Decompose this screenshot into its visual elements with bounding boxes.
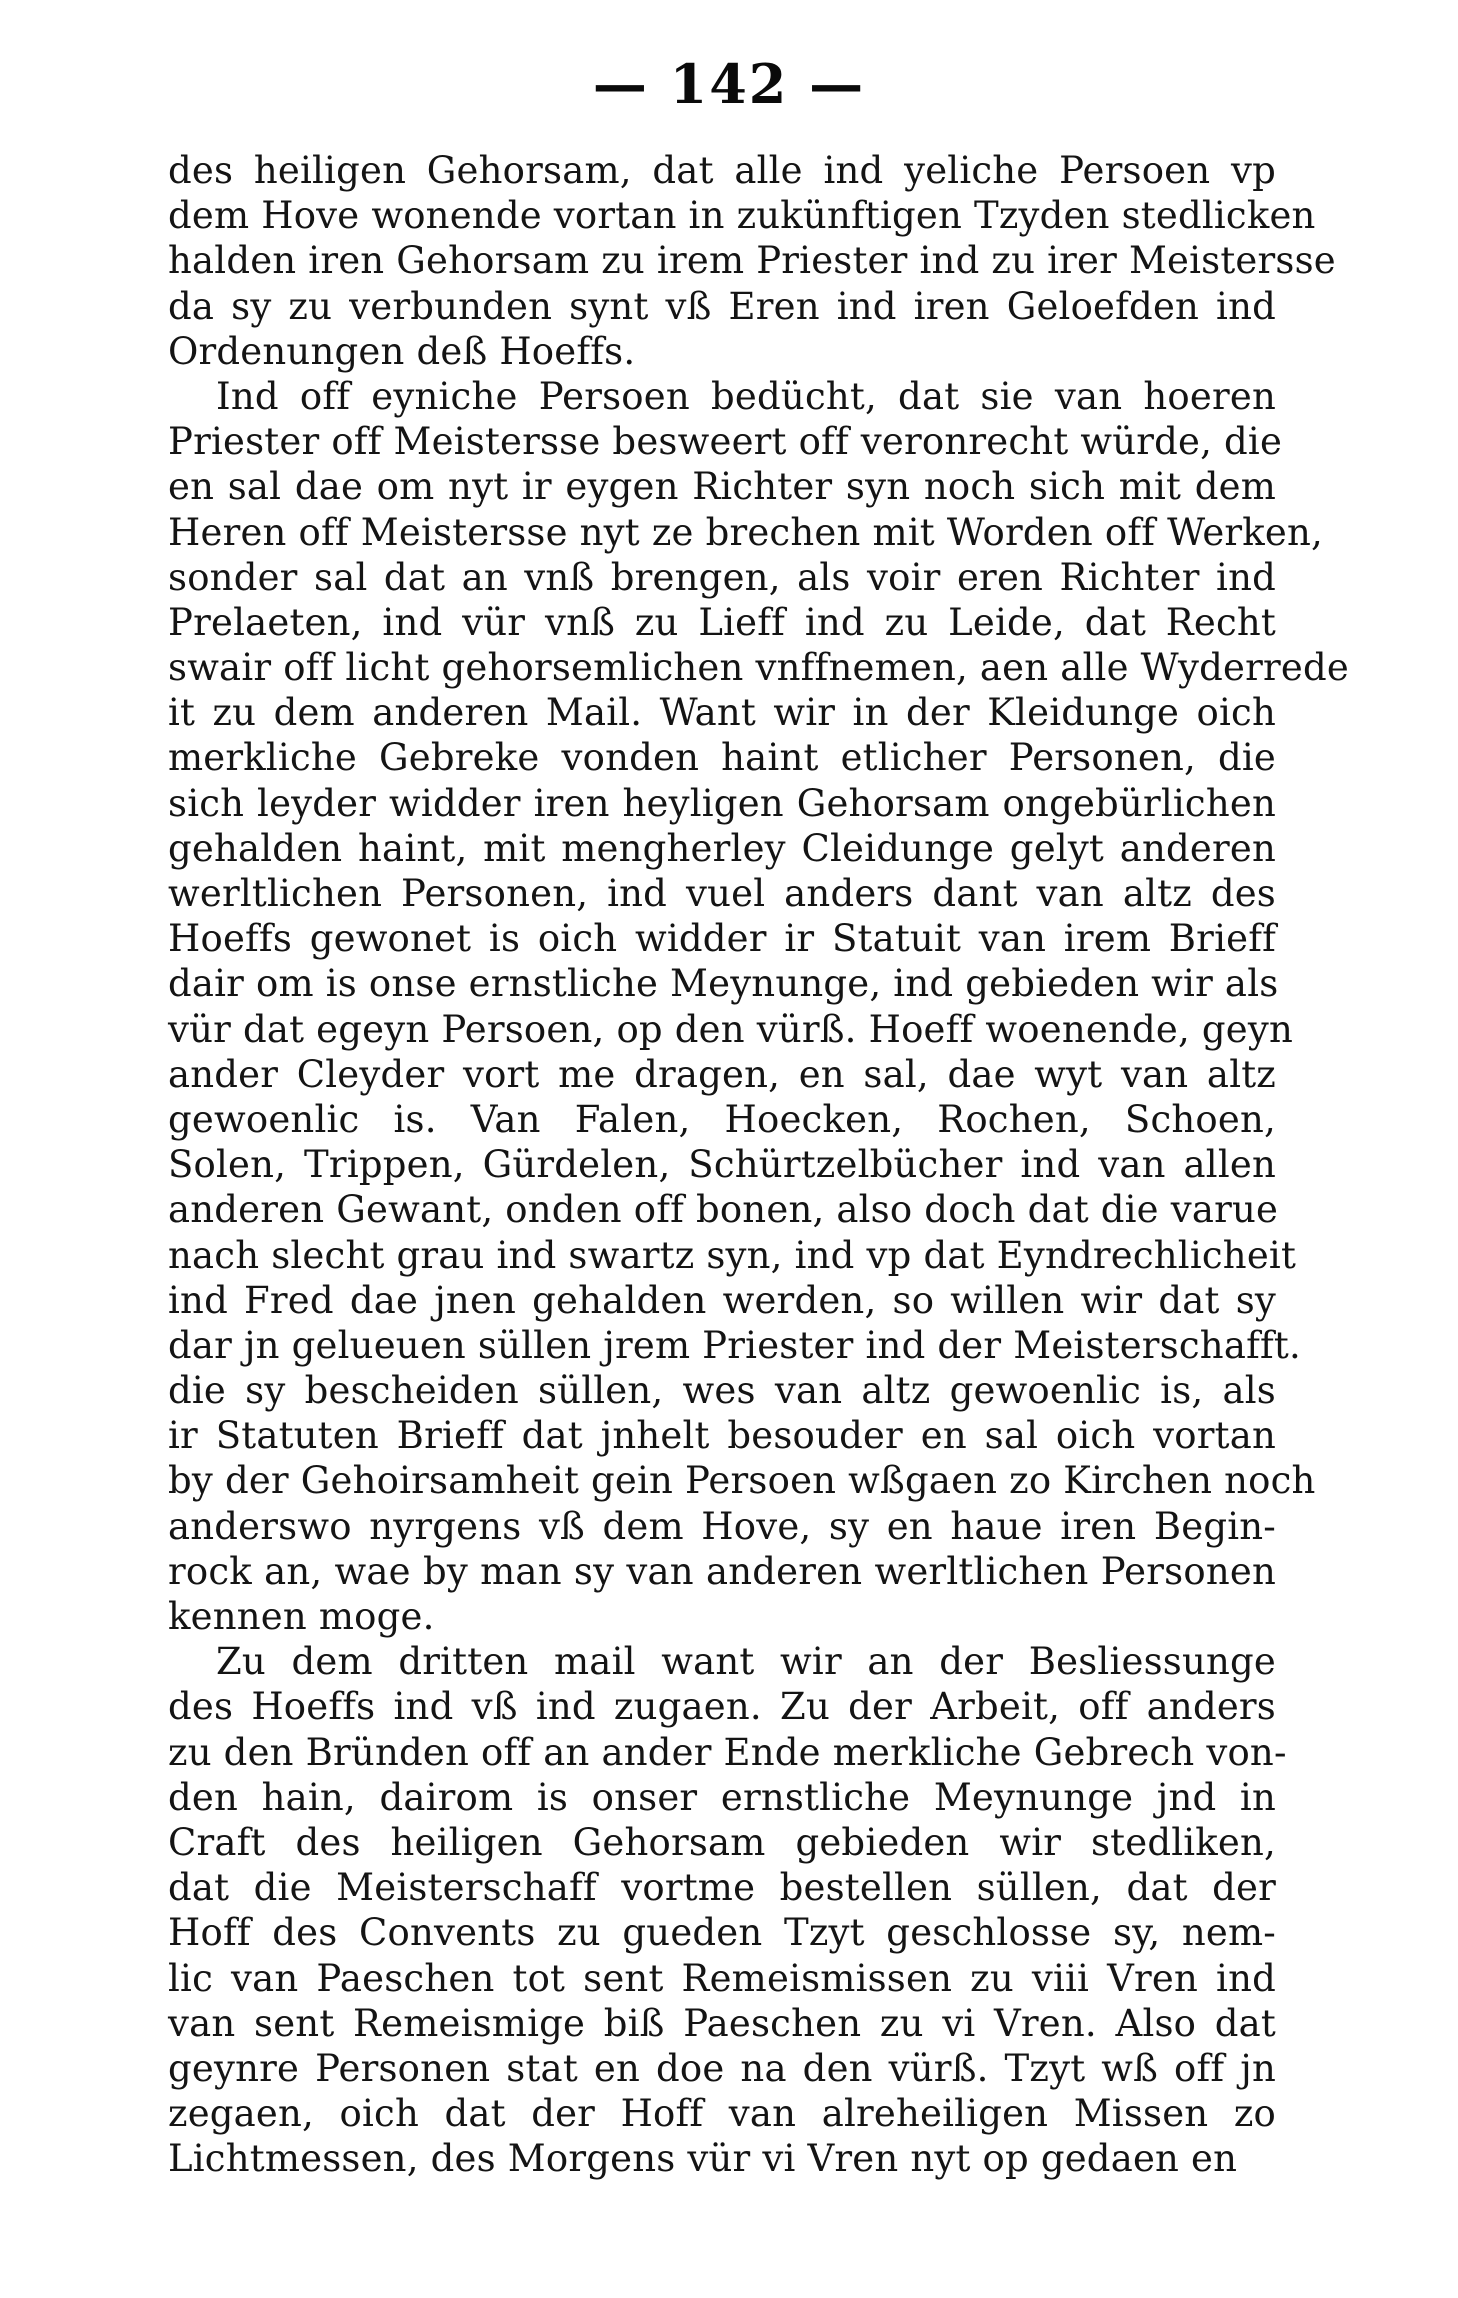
text-line: Priester off Meistersse besweert off veronrecht würde, die	[168, 420, 1283, 464]
text-line: des heiligen Gehorsam, dat alle ind yeliche Persoen vp	[168, 149, 1276, 192]
text-line: kennen moge.	[168, 1595, 435, 1638]
text-line: dem Hove wonende vortan in zukünftigen Tzyden stedlicken	[168, 194, 1316, 238]
text-line: halden iren Gehorsam zu irem Priester ind zu irer Meistersse	[168, 239, 1336, 283]
text-line: werltlichen Personen, ind vuel anders dant van altz des	[168, 872, 1276, 915]
text-line: Heren off Meistersse nyt ze brechen mit Worden off Werken,	[168, 510, 1324, 554]
text-line: anderswo nyrgens vß dem Hove, sy en haue iren Begin-	[168, 1504, 1276, 1548]
body-text	[168, 148, 1349, 2181]
text-line: gewoenlic is. Van Falen, Hoecken, Rochen, Schoen,	[168, 1097, 1276, 1141]
text-line: da sy zu verbunden synt vß Eren ind iren Geloefden ind	[168, 284, 1276, 328]
text-line: dair om is onse ernstliche Meynunge, ind gebieden wir als	[168, 962, 1279, 1006]
text-line: Hoeffs gewonet is oich widder ir Statuit van irem Brieff	[168, 917, 1276, 961]
text-line: Craft des heiligen Gehorsam gebieden wir stedliken,	[168, 1820, 1276, 1864]
text-line: Lichtmessen, des Morgens vür vi Vren nyt op gedaen en	[168, 2137, 1238, 2181]
text-line: anderen Gewant, onden off bonen, also doch dat die varue	[168, 1188, 1279, 1232]
text-line: vür dat egeyn Persoen, op den vürß. Hoeff woenende, geyn	[168, 1007, 1294, 1051]
text-line: Prelaeten, ind vür vnß zu Lieff ind zu Leide, dat Recht	[168, 600, 1276, 644]
text-line: die sy bescheiden süllen, wes van altz gewoenlic is, als	[168, 1369, 1276, 1413]
paragraph	[168, 1639, 1287, 2181]
paragraph	[168, 374, 1349, 1639]
text-line: en sal dae om nyt ir eygen Richter syn noch sich mit dem	[168, 465, 1276, 509]
page-number: — 142 —	[592, 52, 866, 116]
text-line: dar jn gelueuen süllen jrem Priester ind der Meisterschafft.	[168, 1323, 1301, 1367]
text-line: Hoff des Convents zu gueden Tzyt geschlosse sy, nem-	[168, 1911, 1276, 1955]
text-line: by der Gehoirsamheit gein Persoen wßgaen zo Kirchen noch	[168, 1459, 1316, 1503]
text-line: ander Cleyder vort me dragen, en sal, dae wyt van altz	[168, 1052, 1276, 1096]
text-line: nach slecht grau ind swartz syn, ind vp dat Eyndrechlicheit	[168, 1233, 1297, 1277]
text-line: sich leyder widder iren heyligen Gehorsam ongebürlichen	[168, 781, 1276, 825]
text-line: merkliche Gebreke vonden haint etlicher Personen, die	[168, 736, 1276, 780]
text-line: it zu dem anderen Mail. Want wir in der Kleidunge oich	[168, 691, 1276, 735]
text-line: swair off licht gehorsemlichen vnffnemen, aen alle Wyderrede	[168, 646, 1349, 690]
paragraph	[168, 148, 1336, 374]
text-line: gehalden haint, mit mengherley Cleidunge gelyt anderen	[168, 826, 1276, 870]
text-line: ind Fred dae jnen gehalden werden, so willen wir dat sy	[168, 1278, 1276, 1322]
text-line: dat die Meisterschaff vortme bestellen süllen, dat der	[168, 1866, 1276, 1910]
text-line: ir Statuten Brieff dat jnhelt besouder en sal oich vortan	[168, 1414, 1276, 1458]
text-line: van sent Remeismige biß Paeschen zu vi Vren. Also dat	[168, 2001, 1276, 2045]
text-line: sonder sal dat an vnß brengen, als voir eren Richter ind	[168, 555, 1276, 599]
text-line: geynre Personen stat en doe na den vürß. Tzyt wß off jn	[168, 2046, 1276, 2090]
text-line: Solen, Trippen, Gürdelen, Schürtzelbücher ind van allen	[168, 1143, 1276, 1187]
text-line: Ordenungen deß Hoeffs.	[168, 329, 636, 373]
text-line: lic van Paeschen tot sent Remeismissen zu viii Vren ind	[168, 1956, 1276, 2000]
text-line: zegaen, oich dat der Hoff van alreheiligen Missen zo	[168, 2092, 1276, 2136]
text-line: Zu dem dritten mail want wir an der Besliessunge	[216, 1640, 1276, 1684]
text-line: rock an, wae by man sy van anderen werltlichen Personen	[168, 1549, 1276, 1593]
text-line: zu den Bründen off an ander Ende merkliche Gebrech von-	[168, 1730, 1287, 1774]
text-line: des Hoeffs ind vß ind zugaen. Zu der Arbeit, off anders	[168, 1685, 1276, 1729]
text-line: Ind off eyniche Persoen bedücht, dat sie van hoeren	[216, 374, 1276, 418]
text-line: den hain, dairom is onser ernstliche Meynunge jnd in	[168, 1775, 1276, 1819]
